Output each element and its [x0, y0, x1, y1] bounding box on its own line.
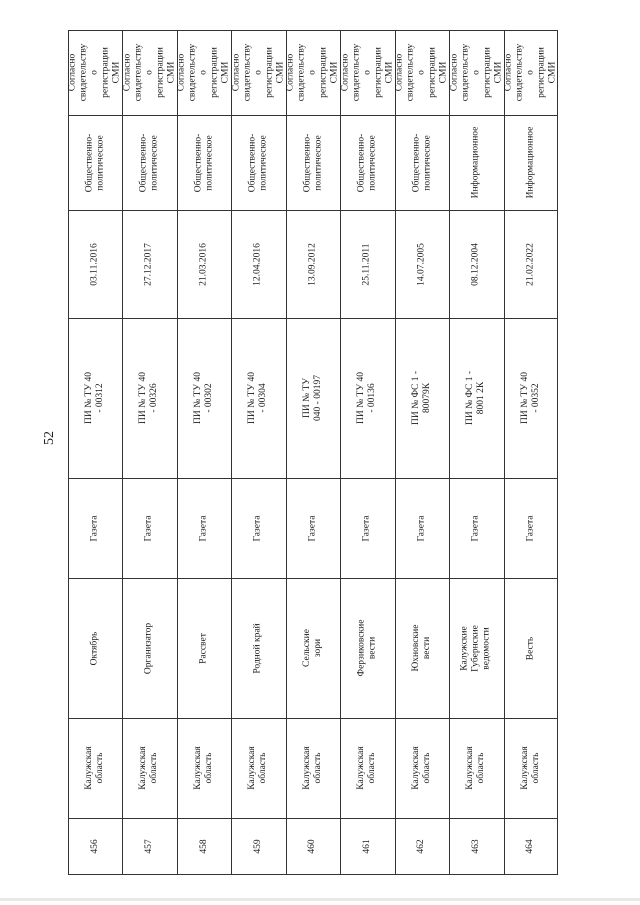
name-text: Родной край [253, 622, 264, 674]
cell-date [286, 210, 340, 318]
cell-theme [340, 115, 394, 210]
cell-theme [231, 115, 285, 210]
reg-text: ПИ № ТУ 40 - 00312 [84, 372, 106, 424]
basis-text: Согласно свидетельству о регистрации СМИ [231, 43, 286, 102]
cell-num [449, 818, 503, 875]
cell-region [286, 718, 340, 818]
scan-edge [0, 898, 640, 901]
theme-text: Общественно- политическое [301, 133, 323, 192]
cell-reg [340, 318, 394, 478]
cell-date [122, 210, 176, 318]
cell-name [286, 578, 340, 718]
num-text: 458 [198, 839, 209, 854]
name-text: Организатор [144, 622, 155, 674]
media-registry-table [68, 30, 558, 875]
cell-date [395, 210, 449, 318]
cell-basis [122, 30, 176, 115]
theme-text: Информационное [525, 126, 536, 199]
num-text: 464 [525, 839, 536, 854]
cell-theme [286, 115, 340, 210]
cell-type [122, 478, 176, 578]
cell-type [340, 478, 394, 578]
num-text: 456 [89, 839, 100, 854]
cell-type [231, 478, 285, 578]
date-text: 21.03.2016 [198, 242, 209, 286]
type-text: Газета [198, 515, 209, 541]
num-text: 463 [470, 839, 481, 854]
cell-region [122, 718, 176, 818]
cell-basis [504, 30, 558, 115]
name-text: Весть [525, 636, 536, 660]
region-text: Калужская область [84, 746, 106, 790]
cell-type [449, 478, 503, 578]
name-text: Калужские Губернские ведомости [459, 624, 492, 672]
cell-name [449, 578, 503, 718]
cell-basis [449, 30, 503, 115]
date-text: 13.09.2012 [307, 242, 318, 286]
cell-reg [177, 318, 231, 478]
cell-num [231, 818, 285, 875]
cell-reg [504, 318, 558, 478]
basis-text: Согласно свидетельству о регистрации СМИ [176, 43, 231, 102]
basis-text: Согласно свидетельству о регистрации СМИ [339, 43, 394, 102]
cell-basis [231, 30, 285, 115]
basis-text: Согласно свидетельству о регистрации СМИ [394, 43, 449, 102]
cell-theme [177, 115, 231, 210]
cell-reg [122, 318, 176, 478]
cell-num [177, 818, 231, 875]
cell-theme [504, 115, 558, 210]
cell-type [286, 478, 340, 578]
cell-theme [395, 115, 449, 210]
date-text: 03.11.2016 [89, 242, 100, 286]
cell-reg [68, 318, 122, 478]
cell-region [504, 718, 558, 818]
type-text: Газета [416, 515, 427, 541]
cell-name [177, 578, 231, 718]
reg-text: ПИ № ТУ 40 - 00136 [356, 372, 378, 424]
region-text: Калужская область [356, 746, 378, 790]
theme-text: Общественно- политическое [356, 133, 378, 192]
region-text: Калужская область [465, 746, 487, 790]
name-text: Октябрь [89, 631, 100, 665]
num-text: 459 [253, 839, 264, 854]
theme-text: Общественно- политическое [193, 133, 215, 192]
region-text: Калужская область [247, 746, 269, 790]
cell-region [395, 718, 449, 818]
cell-name [395, 578, 449, 718]
cell-reg [395, 318, 449, 478]
name-text: Ферзиковские вести [356, 619, 378, 677]
cell-name [122, 578, 176, 718]
reg-text: ПИ № ТУ 40 - 00302 [193, 372, 215, 424]
cell-basis [340, 30, 394, 115]
num-text: 461 [361, 839, 372, 854]
cell-region [231, 718, 285, 818]
cell-type [395, 478, 449, 578]
cell-region [340, 718, 394, 818]
page-number: 52 [42, 431, 57, 445]
cell-date [177, 210, 231, 318]
cell-num [340, 818, 394, 875]
reg-text: ПИ № ФС 1 - 80079К [410, 370, 432, 426]
cell-region [177, 718, 231, 818]
reg-text: ПИ № ТУ 40 - 00304 [247, 372, 269, 424]
cell-date [68, 210, 122, 318]
cell-date [231, 210, 285, 318]
cell-date [449, 210, 503, 318]
theme-text: Общественно- политическое [410, 133, 432, 192]
basis-text: Согласно свидетельству о регистрации СМИ [503, 43, 558, 102]
cell-name [504, 578, 558, 718]
cell-type [68, 478, 122, 578]
theme-text: Общественно- политическое [84, 133, 106, 192]
cell-date [340, 210, 394, 318]
region-text: Калужская область [138, 746, 160, 790]
date-text: 27.12.2017 [144, 242, 155, 286]
cell-theme [449, 115, 503, 210]
reg-text: ПИ № ФС 1 - 8001 2К [465, 370, 487, 426]
type-text: Газета [470, 515, 481, 541]
cell-date [504, 210, 558, 318]
cell-name [68, 578, 122, 718]
date-text: 14.07.2005 [416, 242, 427, 286]
num-text: 460 [307, 839, 318, 854]
cell-num [122, 818, 176, 875]
type-text: Газета [253, 515, 264, 541]
cell-reg [449, 318, 503, 478]
num-text: 462 [416, 839, 427, 854]
num-text: 457 [144, 839, 155, 854]
name-text: Рассвет [198, 632, 209, 664]
cell-name [231, 578, 285, 718]
cell-type [504, 478, 558, 578]
cell-basis [395, 30, 449, 115]
date-text: 12.04.2016 [253, 242, 264, 286]
date-text: 08.12.2004 [470, 242, 481, 286]
type-text: Газета [144, 515, 155, 541]
cell-basis [177, 30, 231, 115]
cell-type [177, 478, 231, 578]
basis-text: Согласно свидетельству о регистрации СМИ [285, 43, 340, 102]
theme-text: Информационное [470, 126, 481, 199]
region-text: Калужская область [519, 746, 541, 790]
basis-text: Согласно свидетельству о регистрации СМИ [122, 43, 177, 102]
region-text: Калужская область [301, 746, 323, 790]
reg-text: ПИ № ТУ 40 - 00326 [138, 372, 160, 424]
cell-name [340, 578, 394, 718]
type-text: Газета [89, 515, 100, 541]
date-text: 25.11.2011 [361, 242, 372, 286]
theme-text: Общественно- политическое [247, 133, 269, 192]
type-text: Газета [307, 515, 318, 541]
name-text: Юхновские вести [410, 624, 432, 672]
basis-text: Согласно свидетельству о регистрации СМИ [67, 43, 122, 102]
theme-text: Общественно- политическое [138, 133, 160, 192]
cell-num [504, 818, 558, 875]
region-text: Калужская область [410, 746, 432, 790]
date-text: 21.02.2022 [525, 242, 536, 286]
type-text: Газета [525, 515, 536, 541]
basis-text: Согласно свидетельству о регистрации СМИ [448, 43, 503, 102]
reg-text: ПИ № ТУ 40 - 00352 [519, 372, 541, 424]
cell-region [68, 718, 122, 818]
type-text: Газета [361, 515, 372, 541]
cell-num [286, 818, 340, 875]
cell-region [449, 718, 503, 818]
reg-text: ПИ № ТУ 040 - 00197 [301, 375, 323, 421]
cell-num [68, 818, 122, 875]
cell-basis [68, 30, 122, 115]
region-text: Калужская область [193, 746, 215, 790]
cell-theme [68, 115, 122, 210]
name-text: Сельские зори [301, 629, 323, 667]
cell-basis [286, 30, 340, 115]
cell-theme [122, 115, 176, 210]
cell-reg [286, 318, 340, 478]
cell-num [395, 818, 449, 875]
cell-reg [231, 318, 285, 478]
